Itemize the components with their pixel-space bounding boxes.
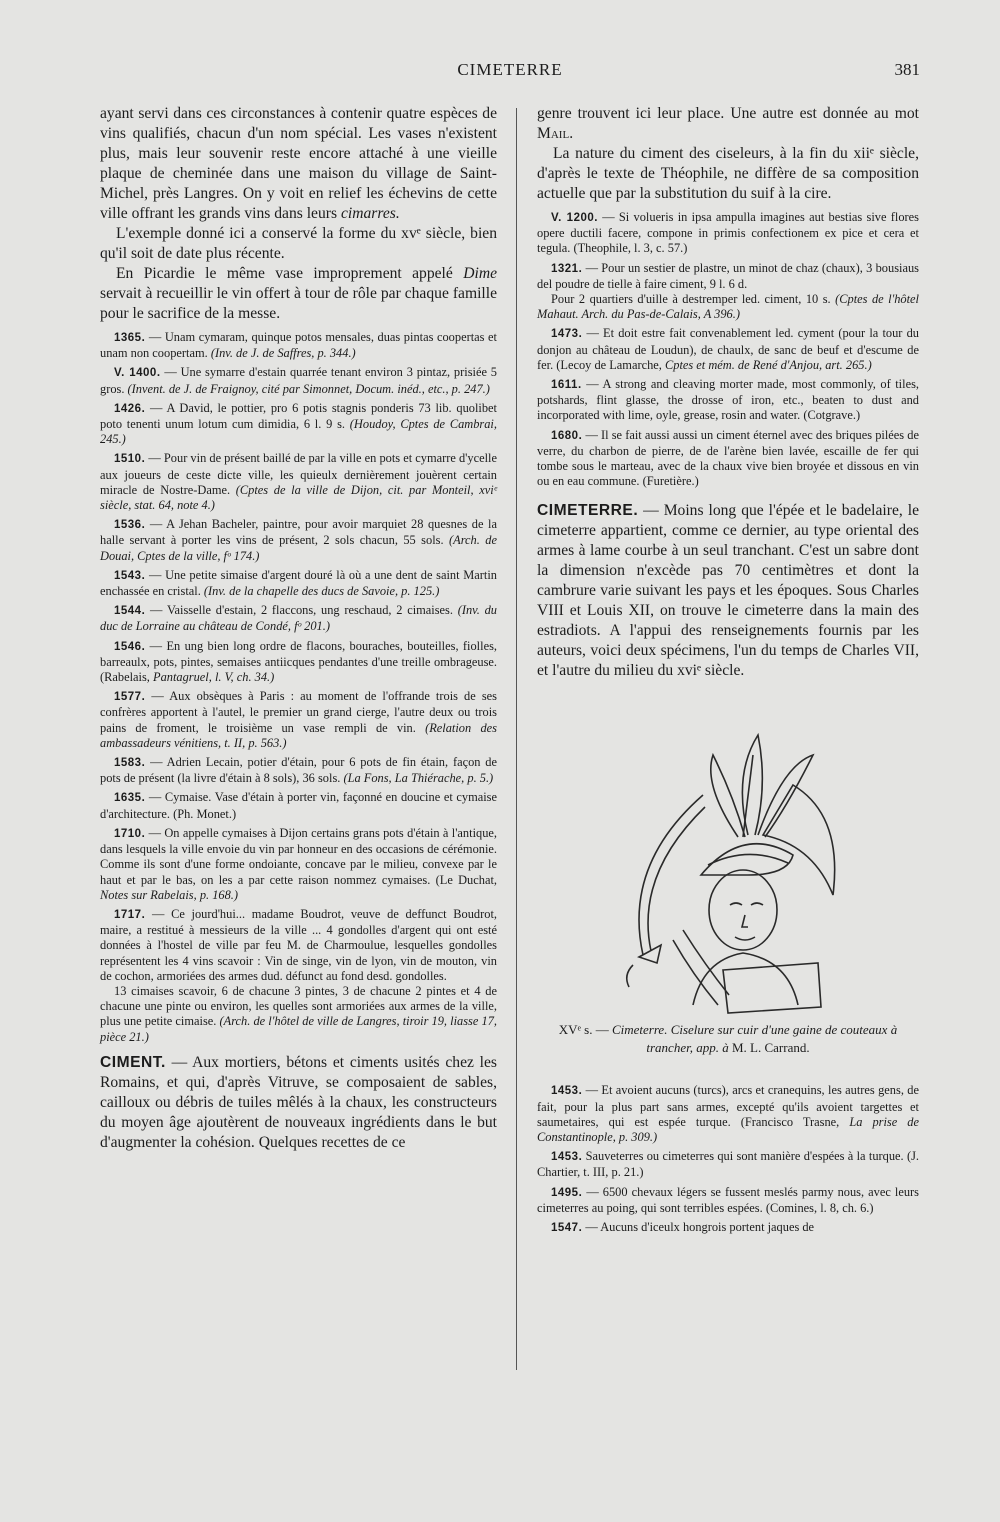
quote-1400: V. 1400. — Une symarre d'estain quarrée tenant environ 3 pintaz, prisiée 5 gros. (Invent. de J. de Fraignoy, cité par Simonnet, Docum. inéd., etc., p. 247.) [100,365,497,396]
quote-1510: 1510. — Pour vin de présent baillé de par la ville en pots et cymarre d'ycelle aux joueurs de ceste dicte ville, les quieulx dernièrement jouèrent certain miracle de Nostre-Dame. (Cptes de la ville de Dijon, cit. par Monteil, xviᵉ siècle, stat. 64, note 4.) [100,451,497,513]
right-quotes-cimeterre [537,1083,919,1236]
running-title: CIMETERRE [457,60,563,79]
quote-1611: 1611. — A strong and cleaving morter made, most commonly, of tiles, potshards, flint glasse, the drosse of iron, etc., beaten to dust and incorporated with lime, oyle, grease, rosin and water. (Cotgrave.) [537,377,919,423]
intro-paragraph-3: En Picardie le même vase improprement appelé Dime servait à recueillir le vin offert à tour de rôle par chaque famille pour le sacrifice de la messe. [100,265,497,322]
quote-1583: 1583. — Adrien Lecain, potier d'étain, pour 6 pots de fin étain, façon de pots de présent (la livre d'étain à 8 sols), 36 sols. (La Fons, La Thiérache, p. 5.) [100,755,497,786]
left-quotes [100,330,497,1045]
quote-1680: 1680. — Il se fait aussi aussi un ciment éternel avec des briques pilées de verre, du charbon de pierre, de de l'arène bien lavée, escaille de fer qui tombe sous le marteau, avec de la chaux vive bien broyée et dissous en vin ou en eau commune. (Furetière.) [537,427,919,489]
quote-1321-continued: Pour 2 quartiers d'uille à destremper led. ciment, 10 s. (Cptes de l'hôtel Mahaut. Arch. du Pas-de-Calais, A 396.) [537,292,919,322]
cimeterre-illustration [583,725,873,1015]
quote-1426: 1426. — A David, le pottier, pro 6 potis stagnis ponderis 73 lib. quolibet poto tenenti unum lotum cum dimidia, 6 l. 9 s. (Houdoy, Cptes de Cambrai, 245.) [100,400,497,447]
entry-ciment: CIMENT. — Aux mortiers, bétons et ciments usités chez les Romains, et qui, d'après Vitruve, se composaient de sables, cailloux ou débris de tuiles mêlés à la chaux, les constructeurs du moyen âge ajoutèrent de nouveaux ingrédients dans le but d'augmenter la cohésion. Quelques recettes de ce [100,1053,497,1151]
headword-ciment: CIMENT. [100,1053,166,1071]
quote-1717: 1717. — Ce jourd'hui... madame Boudrot, veuve de deffunct Boudrot, maire, a restitué à messieurs de la ville ... 4 gondolles d'argent qui ont esté données à l'hostel de ville par feu M. de Charmoulue, lesquelles gondolles représentent les 4 vins scavoir : Vin de singe, vin de lyon, vin de mouton, vin de cochon, armoriées des armes dud. défunct au fond desd. gondolles. [100,906,497,983]
ciment-continuation: genre trouvent ici leur place. Une autre est donnée au mot Mail. [537,105,919,142]
head [709,870,777,950]
quote-1543: 1543. — Une petite simaise d'argent douré là où a une dent de saint Martin enchassée en cristal. (Inv. de la chapelle des ducs de Savoie, p. 125.) [100,567,497,599]
right-column [537,104,919,1236]
headword-cimeterre: CIMETERRE. [537,502,639,520]
quote-1635: 1635. — Cymaise. Vase d'étain à porter vin, façonné en doucine et cymaise d'architecture. (Ph. Monet.) [100,790,497,821]
ciment-paragraph-2: La nature du ciment des ciseleurs, à la fin du xiiᵉ siècle, d'après le texte de Théophile, ne diffère de sa composition actuelle que par la substitution du suif à la cire. [537,145,919,202]
quote-1453-b: 1453. Sauveterres ou cimeterres qui sont manière d'espées à la turque. (J. Chartier, t. III, p. 21.) [537,1149,919,1180]
entry-cimeterre: CIMETERRE. — Moins long que l'épée et le badelaire, le cimeterre appartient, comme ce dernier, au type oriental des armes à lame courbe à un seul tranchant. C'est un sabre dont la dimension n'excède pas 70 centimètres et dont la cambrure varie suivant les pays et les époques. Sous Charles VIII et Louis XII, on trouve le cimeterre dans la main des estradiots. A l'appui des renseignements fournis par les auteurs, voici deux spécimens, l'un du temps de Charles VII, et l'autre du milieu du xviᵉ siècle. [537,502,919,680]
quote-1321: 1321. — Pour un sestier de plastre, un minot de chaz (chaux), 3 bousiaus del poudre de tielle à faire ciment, 9 l. 6 d. [537,260,919,291]
quote-1546: 1546. — En ung bien long ordre de flacons, bouraches, bouteilles, fiolles, barreaulx, pots, pintes, semaises antiicques pendantes d'une treille ombrageuse. (Rabelais, Pantagruel, l. V, ch. 34.) [100,638,497,685]
quote-1577: 1577. — Aux obsèques à Paris : au moment de l'offrande trois de ses confrères apportent à l'autel, le premier un grand cierge, l'autre deux ou trois pains de froment, le troisième un vase rempli de vin. (Relation des ambassadeurs vénitiens, t. II, p. 563.) [100,689,497,750]
quote-1544: 1544. — Vaisselle d'estain, 2 flaccons, ung reschaud, 2 cimaises. (Inv. du duc de Lorraine au château de Condé, fᵒ 201.) [100,603,497,634]
right-quotes-ciment [537,210,919,489]
quote-1200: V. 1200. — Si volueris in ipsa ampulla imagines aut bestias sive flores opere ductili facere, compone in primis confectionem ex pice et cera et tegula. (Theophile, l. 3, c. 57.) [537,210,919,256]
quote-1473: 1473. — Et doit estre fait convenablement led. cyment (pour la tour du donjon au château de Loudun), de chaulx, de sanc de beuf et d'escume de fer. (Lecoy de Lamarche, Cptes et mém. de René d'Anjou, art. 265.) [537,326,919,372]
crescent-blade [763,785,835,895]
quote-1453-a: 1453. — Et avoient aucuns (turcs), arcs et cranequins, les autres gens, de fait, pour la plus part sans armes, excepté qu'ils avoient targettes et saumetaires, qui est espée turque. (Francisco Trasne, La prise de Constantinople, p. 309.) [537,1083,919,1145]
quote-1710: 1710. — On appelle cymaises à Dijon certains grans pots d'étain à l'antique, dans lesquels la ville envoie du vin par honneur en des occasions de cérémonie. Comme ils sont d'une forme ondoiante, concave par le milieu, convexe par le haut et par le bas, on les a par cette raison nommez cymaises. (Le Duchat, Notes sur Rabelais, p. 168.) [100,825,497,902]
left-column [100,104,497,1153]
page-number: 381 [894,60,920,79]
quote-1365: 1365. — Unam cymaram, quinque potos mensales, duas pintas coopertas et unam non coopertam. (Inv. de J. de Saffres, p. 344.) [100,330,497,361]
column-rule [516,108,517,1370]
quote-1717-continued: 13 cimaises scavoir, 6 de chacune 3 pintes, 3 de chacune 2 pintes et 4 de chacune une pinte ou environ, les quelles sont armoriées aux armes de la ville, plus une petite cimaise. (Arch. de l'hôtel de ville de Langres, tiroir 19, liasse 17, pièce 21.) [100,983,497,1044]
quote-1547: 1547. — Aucuns d'iceulx hongrois portent jaques de [551,1220,815,1235]
running-head [100,60,920,86]
tablet [723,963,821,1013]
quote-1536: 1536. — A Jehan Bacheler, paintre, pour avoir marquiet 28 quesnes de la halle servant à porter les vins de présent, 2 sols chacun, 55 sols. (Arch. de Douai, Cptes de la ville, fᵒ 174.) [100,517,497,563]
figure-caption: XVᵉ s. — Cimeterre. Ciselure sur cuir d'une gaine de couteaux à trancher, app. à M. L. Carrand. [558,1022,898,1056]
intro-paragraph-1: ayant servi dans ces circonstances à contenir quatre espèces de vins qualifiés, chacun d'un nom spécial. Les vases n'existent plus, mais leur souvenir reste encore attaché à une vieille plaque de cheminée dans une maison du village de Saint-Michel, près Langres. On y voit en relief les échevins de cette ville offrant les grands vins dans leurs cimarres. [100,105,497,222]
quote-1495: 1495. — 6500 chevaux légers se fussent meslés parmy nous, avec leurs cimeterres au poing, qui sont terribles espées. (Comines, l. 8, ch. 6.) [537,1184,919,1215]
intro-paragraph-2: L'exemple donné ici a conservé la forme du xvᵉ siècle, bien qu'il soit de date plus récente. [100,225,497,262]
cimeterre-engraving [583,725,873,1015]
